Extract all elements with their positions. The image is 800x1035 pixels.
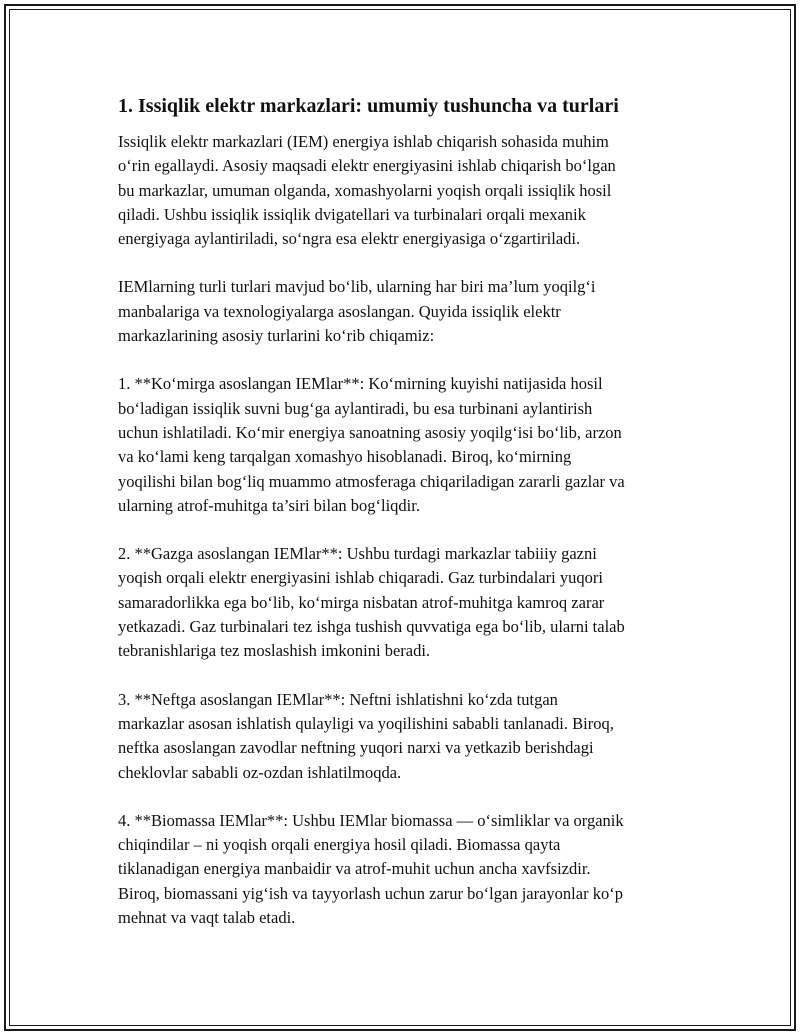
- paragraph-coal-plants: [118, 372, 688, 518]
- text-line: IEMlarning turli turlari mavjud bo‘lib, ularning har biri ma’lum yoqilg‘i: [118, 277, 596, 297]
- text-line: qiladi. Ushbu issiqlik issiqlik dvigatellari va turbinalari orqali mexanik: [118, 204, 586, 224]
- document-body: [118, 92, 688, 954]
- text-line: samaradorlikka ega bo‘lib, ko‘mirga nisbatan atrof-muhitga kamroq zarar: [118, 592, 605, 612]
- text-line: 3. **Neftga asoslangan IEMlar**: Neftni ishlatishni ko‘zda tutgan: [118, 689, 558, 709]
- text-line: cheklovlar sababli oz-ozdan ishlatilmoqda.: [118, 762, 402, 782]
- text-line: 1. **Ko‘mirga asoslangan IEMlar**: Ko‘mirning kuyishi natijasida hosil: [118, 374, 603, 394]
- paragraph-gas-plants: [118, 542, 688, 663]
- text-line: 2. **Gazga asoslangan IEMlar**: Ushbu turdagi markazlar tabiiiy gazni: [118, 544, 597, 564]
- paragraph-types-overview: [118, 275, 688, 348]
- text-line: bu markazlar, umuman olganda, xomashyolarni yoqish orqali issiqlik hosil: [118, 180, 612, 200]
- text-line: yetkazadi. Gaz turbinalari tez ishga tushish quvvatiga ega bo‘lib, ularni talab: [118, 617, 625, 637]
- text-line: Biroq, biomassani yig‘ish va tayyorlash uchun zarur bo‘lgan jarayonlar ko‘p: [118, 883, 623, 903]
- text-line: tebranishlariga tez moslashish imkonini beradi.: [118, 641, 431, 661]
- text-line: yoqilishi bilan bog‘liq muammo atmosferaga chiqariladigan zararli gazlar va: [118, 471, 625, 491]
- text-line: tiklanadigan energiya manbaidir va atrof-muhit uchun ancha xavfsizdir.: [118, 859, 591, 879]
- section-heading: 1. Issiqlik elektr markazlari: umumiy tushuncha va turlari: [118, 95, 619, 117]
- text-line: markazlar asosan ishlatish qulayligi va yoqilishini sababli tanlanadi. Biroq,: [118, 713, 614, 733]
- text-line: 4. **Biomassa IEMlar**: Ushbu IEMlar biomassa — o‘simliklar va organik: [118, 810, 624, 830]
- text-line: Issiqlik elektr markazlari (IEM) energiya ishlab chiqarish sohasida muhim: [118, 132, 609, 151]
- text-line: mehnat va vaqt talab etadi.: [118, 908, 296, 928]
- text-line: neftka asoslangan zavodlar neftning yuqori narxi va yetkazib berishdagi: [118, 738, 594, 758]
- paragraph-biomass-plants: [118, 809, 688, 930]
- paragraph-intro: [118, 130, 688, 251]
- text-line: ularning atrof-muhitga ta’siri bilan bog‘liqdir.: [118, 495, 420, 515]
- text-line: manbalariga va texnologiyalarga asoslangan. Quyida issiqlik elektr: [118, 301, 561, 321]
- text-line: o‘rin egallaydi. Asosiy maqsadi elektr energiyasini ishlab chiqarish bo‘lgan: [118, 156, 616, 176]
- text-line: bo‘ladigan issiqlik suvni bug‘ga aylantiradi, bu esa turbinani aylantirish: [118, 398, 593, 418]
- text-line: markazlarining asosiy turlarini ko‘rib chiqamiz:: [118, 326, 435, 346]
- text-line: yoqish orqali elektr energiyasini ishlab chiqaradi. Gaz turbindalari yuqori: [118, 568, 603, 588]
- paragraph-oil-plants: [118, 688, 688, 785]
- text-line: uchun ishlatiladi. Ko‘mir energiya sanoatning asosiy yoqilg‘isi bo‘lib, arzon: [118, 422, 622, 442]
- text-line: energiyaga aylantiriladi, so‘ngra esa elektr energiyasiga o‘zgartiriladi.: [118, 229, 581, 249]
- text-line: va ko‘lami keng tarqalgan xomashyo hisoblanadi. Biroq, ko‘mirning: [118, 447, 572, 467]
- text-line: chiqindilar – ni yoqish orqali energiya hosil qiladi. Biomassa qayta: [118, 835, 561, 855]
